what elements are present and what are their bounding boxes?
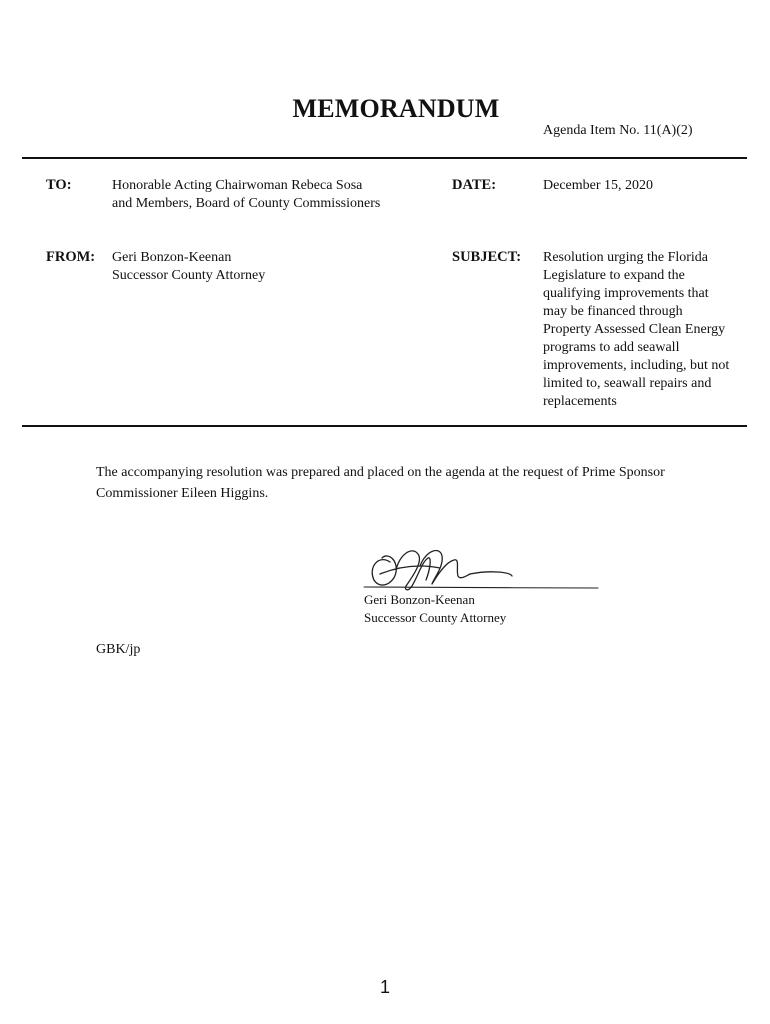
page-number: 1 (379, 977, 390, 997)
subject-line: may be financed through (543, 304, 683, 319)
subject-line: Resolution urging the Florida (543, 250, 709, 265)
date-value: December 15, 2020 (543, 178, 654, 193)
memo-body (96, 462, 665, 504)
to-label: TO: (46, 177, 72, 193)
to-line: and Members, Board of County Commissioners (112, 196, 381, 211)
from-value (112, 249, 265, 285)
body-line: The accompanying resolution was prepared and placed on the agenda at the request of Prime Sponsor (96, 465, 665, 480)
subject-line: programs to add seawall (543, 340, 680, 355)
subject-line: Property Assessed Clean Energy (543, 322, 726, 337)
subject-line: limited to, seawall repairs and (543, 376, 712, 391)
from-line: Successor County Attorney (112, 268, 266, 283)
signer-name: Geri Bonzon-Keenan (364, 592, 475, 607)
to-value (112, 177, 380, 213)
subject-line: replacements (543, 394, 617, 409)
subject-value (543, 249, 729, 411)
signature-block (364, 591, 506, 627)
memo-title: MEMORANDUM (292, 94, 500, 123)
from-line: Geri Bonzon-Keenan (112, 250, 232, 265)
signer-title: Successor County Attorney (364, 610, 507, 625)
to-line: Honorable Acting Chairwoman Rebeca Sosa (112, 178, 363, 193)
subject-line: improvements, including, but not (543, 358, 730, 373)
agenda-item-number: Agenda Item No. 11(A)(2) (543, 123, 693, 138)
bottom-divider (22, 425, 747, 427)
subject-line: qualifying improvements that (543, 286, 709, 301)
body-line: Commissioner Eileen Higgins. (96, 486, 269, 501)
top-divider (22, 157, 747, 159)
subject-label: SUBJECT: (452, 249, 522, 265)
handwritten-signature (360, 540, 605, 596)
from-label: FROM: (46, 249, 96, 265)
typist-initials: GBK/jp (96, 642, 141, 657)
date-label: DATE: (452, 177, 497, 193)
subject-line: Legislature to expand the (543, 268, 685, 283)
